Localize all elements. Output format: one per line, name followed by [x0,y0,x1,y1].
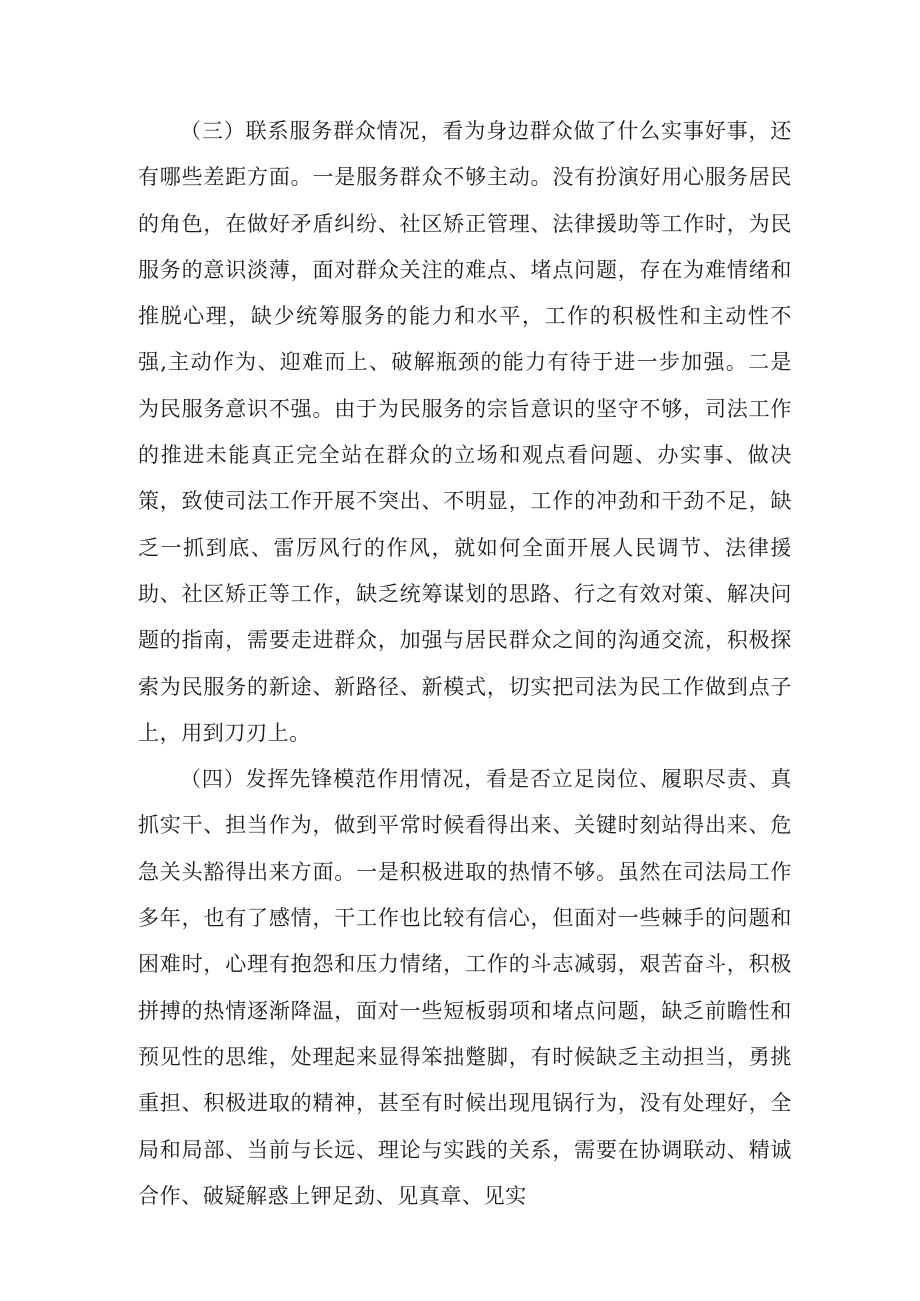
paragraph-section-4: （四）发挥先锋模范作用情况，看是否立足岗位、履职尽责、真抓实干、担当作为，做到平常时候看得出来、关键时刻站得出来、危急关头豁得出来方面。一是积极进取的热情不够。虽然在司法局工作多年，也有了感情，干工作也比较有信心，但面对一些棘手的问题和困难时，心理有抱怨和压力情绪，工作的斗志减弱，艰苦奋斗，积极拼搏的热情逐渐降温，面对一些短板弱项和堵点问题，缺乏前瞻性和预见性的思维，处理起来显得笨拙蹩脚，有时候缺乏主动担当，勇挑重担、积极进取的精神，甚至有时候出现甩锅行为，没有处理好，全局和局部、当前与长远、理论与实践的关系，需要在协调联动、精诚合作、破疑解惑上钾足劲、见真章、见实 [138,767,792,1208]
paragraph-section-3: （三）联系服务群众情况，看为身边群众做了什么实事好事，还有哪些差距方面。一是服务群众不够主动。没有扮演好用心服务居民的角色，在做好矛盾纠纷、社区矫正管理、法律援助等工作时，为民服务的意识淡薄，面对群众关注的难点、堵点问题，存在为难情绪和推脱心理，缺少统筹服务的能力和水平，工作的积极性和主动性不强,主动作为、迎难而上、破解瓶颈的能力有待于进一步加强。二是为民服务意识不强。由于为民服务的宗旨意识的坚守不够，司法工作的推进未能真正完全站在群众的立场和观点看问题、办实事、做决策，致使司法工作开展不突出、不明显，工作的冲劲和干劲不足，缺乏一抓到底、雷厉风行的作风，就如何全面开展人民调节、法律援助、社区矫正等工作，缺乏统筹谋划的思路、行之有效对策、解决问题的指南，需要走进群众，加强与居民群众之间的沟通交流，积极探索为民服务的新途、新路径、新模式，切实把司法为民工作做到点子上，用到刀刃上。 [138,119,792,745]
document-body [138,108,792,1219]
